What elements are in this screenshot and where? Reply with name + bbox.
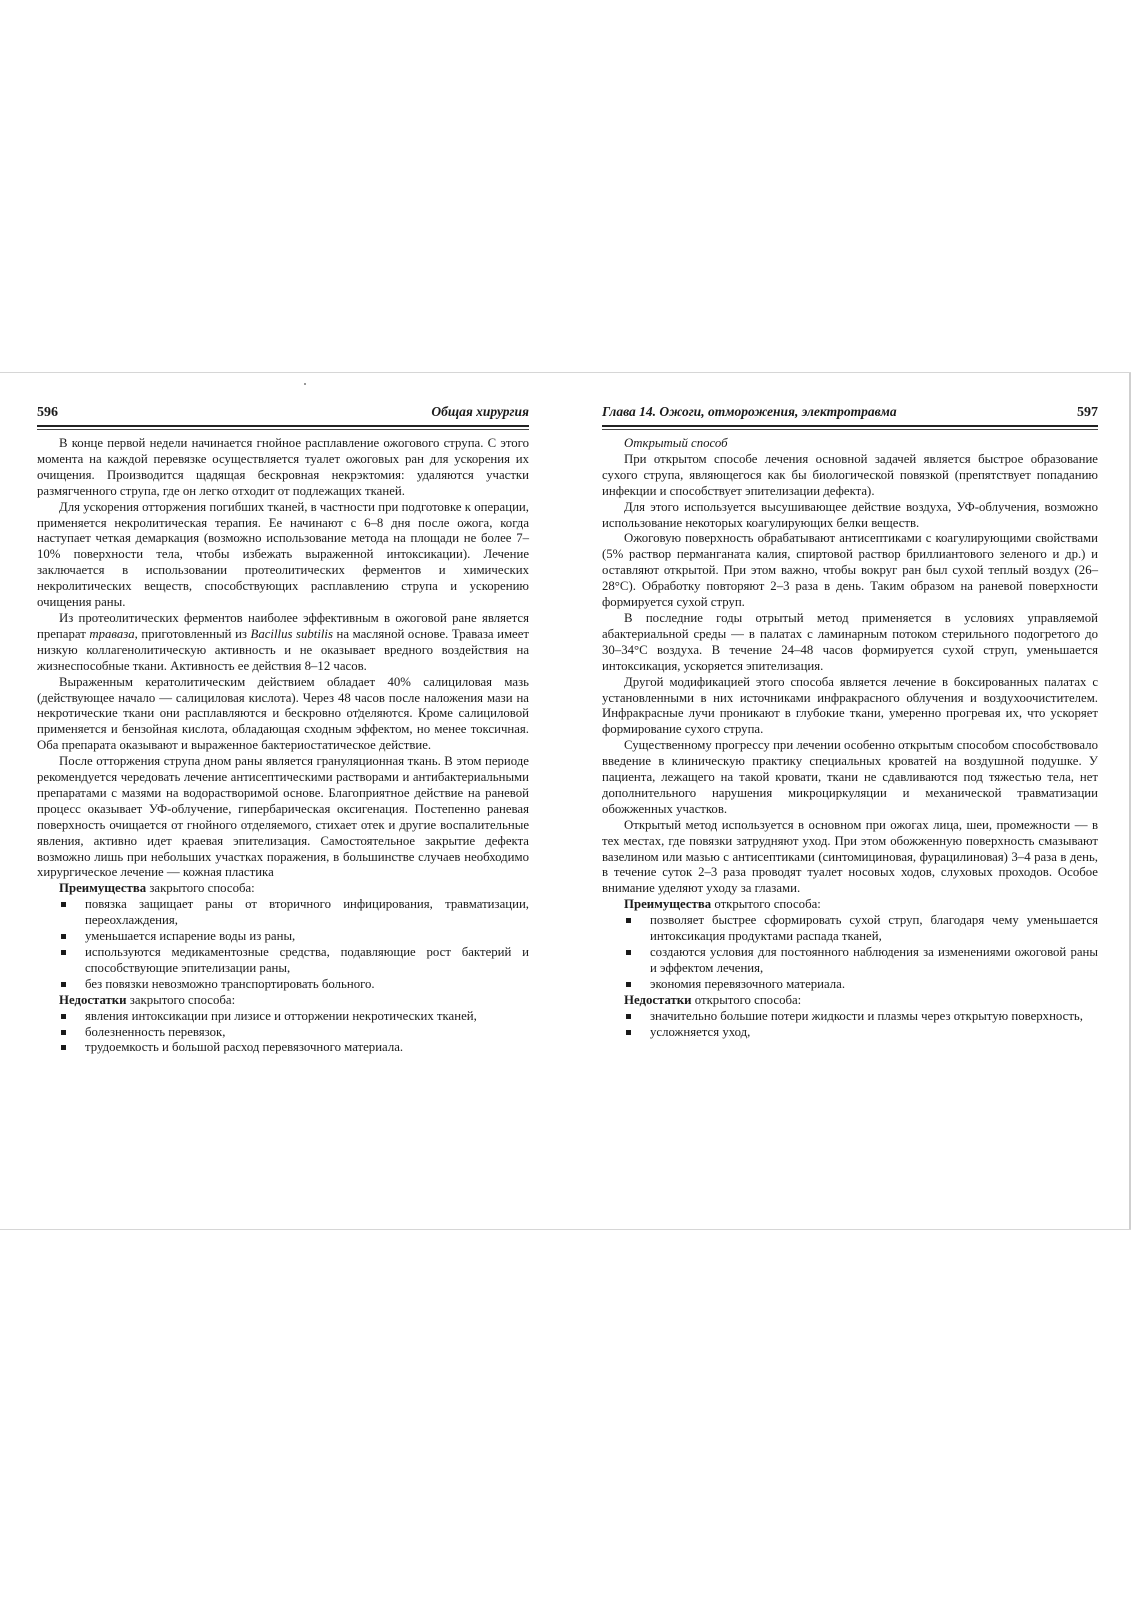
left-body	[37, 436, 529, 1056]
left-running-title: Общая хирургия	[431, 404, 529, 419]
list-item: болезненность перевязок,	[59, 1025, 529, 1041]
advantages-closed-list	[37, 897, 529, 992]
list-item: создаются условия для постоянного наблюдения за изменениями ожоговой раны и эффектом лечения,	[624, 945, 1098, 977]
left-page	[37, 403, 529, 1056]
right-page	[602, 403, 1098, 1040]
bullet-icon	[626, 982, 631, 987]
bullet-icon	[626, 1014, 631, 1019]
paragraph-travasa: Из протеолитических ферментов наиболее эффективным в ожоговой ране является препарат траваза, приготовленный из Bacillus subtilis на масляной основе. Траваза имеет низкую коллагенолитическую активность и не оказывает вредного воздействия на жизнеспособные ткани. Активность ее действия 8–12 часов.	[37, 610, 530, 673]
paragraph: В последние годы отрытый метод применяется в условиях управляемой абактериальной среды — в палатах с ламинарным потоком стерильного подогретого до 30–34°С воздуха. В течение 24–48 часов формируется сухой струп, уменьшается интоксикация, ускоряется эпителизация.	[602, 610, 1098, 673]
list-item: используются медикаментозные средства, подавляющие рост бактерий и способствующие эпителизации раны,	[59, 945, 529, 977]
list-item: уменьшается испарение воды из раны,	[59, 929, 529, 945]
disadvantages-open-title: Недостатки открытого способа:	[624, 992, 802, 1007]
paragraph: Другой модификацией этого способа является лечение в боксированных палатах с установленными в них источниками инфракрасного облучения и воздухоочистителем. Инфракрасные лучи проникают в глубокие ткани, умеренно прогревая их, что ускоряет формирование сухого струпа.	[602, 674, 1098, 737]
bullet-icon	[61, 902, 66, 907]
paragraph: Существенному прогрессу при лечении особенно открытым способом способствовало введение в клиническую практику специальных кроватей на воздушной подушке. У пациента, лежащего на такой кровати, ткани не сдавливаются под тяжестью тела, нет дополнительного нарушения микроциркуляции и механической травматизации обожженных участков.	[602, 738, 1098, 816]
bullet-icon	[626, 918, 631, 923]
paragraph: В конце первой недели начинается гнойное расплавление ожогового струпа. С этого момента на каждой перевязке осуществляется туалет ожоговых ран для ускорения их очищения. Производится щадящая бескровная некрэктомия: удаляются участки размягченного струпа, где он легко отходит от подлежащих тканей.	[37, 436, 529, 498]
advantages-closed-title: Преимущества закрытого способа:	[59, 881, 255, 896]
header-rule	[602, 425, 1098, 427]
list-item: значительно большие потери жидкости и плазмы через открытую поверхность,	[624, 1009, 1098, 1025]
bullet-icon	[61, 950, 66, 955]
list-item: усложняется уход,	[624, 1025, 1098, 1041]
list-item: повязка защищает раны от вторичного инфицирования, травматизации, переохлаждения,	[59, 897, 529, 929]
header-rule	[37, 425, 529, 427]
bacterium-name: Bacillus subtilis	[250, 626, 333, 641]
bullet-icon	[61, 1030, 66, 1035]
paragraph: Для ускорения отторжения погибших тканей, в частности при подготовке к операции, применяется некролитическая терапия. Ее начинают с 6–8 дня после ожога, когда наступает четкая демаркация (возможно использование метода на площади не более 7–10% поверхности тела, чтобы избежать выраженной интоксикации). Лечение заключается в использовании протеолитических ферментов и химических некролитических веществ, способствующих расплавлению струпа и ускорению очищения раны.	[37, 499, 529, 610]
paragraph: Выраженным кератолитическим действием обладает 40% салициловая мазь (действующее начало — салициловая кислота). Через 48 часов после наложения мази на некротические ткани они расплавляются и бескровно отделяются. Кроме салициловой применяется и бензойная кислота, обладающая сходным эффектом, но менее токсичная. Оба препарата оказывают и выраженное бактериостатическое действие.	[37, 674, 529, 753]
list-item: явления интоксикации при лизисе и отторжении некротических тканей,	[59, 1009, 529, 1025]
right-running-title: Глава 14. Ожоги, отморожения, электротравма	[602, 404, 897, 419]
disadvantages-closed-list	[37, 1009, 529, 1057]
header-rule-thin	[602, 429, 1098, 430]
bullet-icon	[626, 950, 631, 955]
book-spread	[0, 372, 1131, 1230]
header-rule-thin	[37, 429, 529, 430]
list-item: трудоемкость и большой расход перевязочного материала.	[59, 1040, 529, 1056]
left-running-head	[37, 403, 529, 425]
bullet-icon	[61, 1014, 66, 1019]
paragraph: Ожоговую поверхность обрабатывают антисептиками с коагулирующими свойствами (5% раствор перманганата калия, спиртовой раствор бриллиантового зеленого и др.) и оставляют открытой. При этом важно, чтобы вокруг ран был сухой теплый воздух (26–28°С). Обработку повторяют 2–3 раза в день. Таким образом на раневой поверхности формируется сухой струп.	[602, 531, 1098, 610]
left-page-number: 596	[37, 405, 58, 420]
right-page-number: 597	[1077, 405, 1098, 420]
bullet-icon	[61, 982, 66, 987]
section-heading-open-method: Открытый способ	[624, 436, 728, 450]
bullet-icon	[626, 1030, 631, 1035]
paragraph: При открытом способе лечения основной задачей является быстрое образование сухого струпа, являющегося как бы биологической повязкой (препятствует попаданию инфекции и способствует эпителизации дефекта).	[602, 451, 1098, 498]
list-item: позволяет быстрее сформировать сухой струп, благодаря чему уменьшается интоксикация продуктами распада тканей,	[624, 913, 1098, 945]
bullet-icon	[61, 934, 66, 939]
advantages-open-title: Преимущества открытого способа:	[624, 897, 821, 912]
advantages-open-list	[602, 913, 1098, 993]
disadvantages-open-list	[602, 1009, 1098, 1041]
paragraph: Для этого используется высушивающее действие воздуха, УФ-облучения, возможно использование некоторых коагулирующих белки веществ.	[602, 499, 1098, 530]
list-item: экономия перевязочного материала.	[624, 977, 1098, 993]
paragraph: После отторжения струпа дном раны является грануляционная ткань. В этом периоде рекомендуется чередовать лечение антисептическими растворами и антибактериальными препаратами с мазями на водорастворимой основе. Благоприятное действие на раневой процесс оказывает УФ-облучение, гипербарическая оксигенация. Постепенно раневая поверхность очищается от гнойного отделяемого, стихает отек и другие воспалительные явления, активно идет краевая эпителизация. Самостоятельное закрытие дефекта возможно лишь при небольших участках поражения, в большинстве случаев необходимо хирургическое лечение — кожная пластика	[37, 754, 529, 880]
drug-name: траваза	[89, 626, 135, 641]
right-running-head	[602, 403, 1098, 425]
list-item: без повязки невозможно транспортировать больного.	[59, 977, 529, 993]
right-body	[602, 436, 1098, 1040]
scan-speck	[304, 383, 306, 385]
bullet-icon	[61, 1045, 66, 1050]
paragraph: Открытый метод используется в основном при ожогах лица, шеи, промежности — в тех местах, где повязки затрудняют уход. При этом обожженную поверхность смазывают вазелином или мазью с антисептиками (синтомициновая, фурацилиновая) 3–4 раза в день, в течение суток 2–3 раза проводят туалет носовых ходов, слуховых проходов. Особое внимание уделяют уходу за глазами.	[602, 817, 1098, 896]
disadvantages-closed-title: Недостатки закрытого способа:	[59, 992, 236, 1007]
